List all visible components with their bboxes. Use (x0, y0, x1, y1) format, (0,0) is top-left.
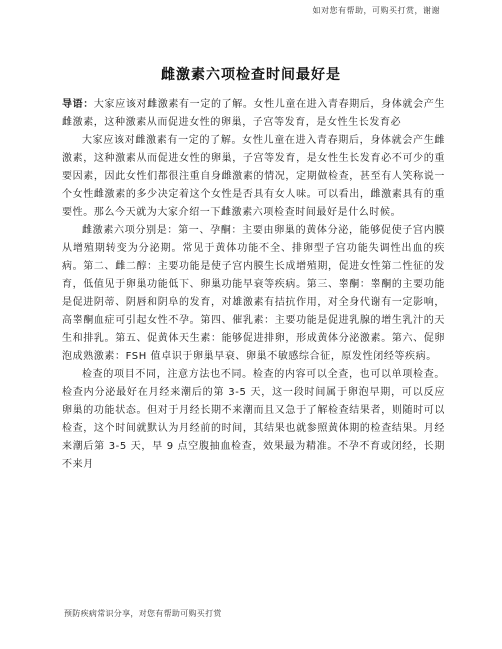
body-paragraph: 雌激素六项分别是：第一、孕酮：主要由卵巢的黄体分泌，能够促使子宫内膜从增殖期转变为分泌期。常见于黄体功能不全、排卵型子宫功能失调性出血的疾病。第二、雌二醇：主要功能是使子宫内膜生长成增殖期，促进女性第二性征的发育，低值见于卵巢功能低下、卵巢功能早衰等疾病。第三、睾酮：睾酮的主要功能是促进阴蒂、阴唇和阴阜的发育，对雄激素有拮抗作用，对全身代谢有一定影响，高睾酮血症可引起女性不孕。第四、催乳素：主要功能是促进乳腺的增生乳汁的天生和排乳。第五、促黄体天生素：能够促进排卵，形成黄体分泌激素。第六、促卵泡成熟激素：FSH 值卓识于卵巢早衰、卵巢不敏感综合征，原发性闭经等疾病。 (62, 225, 445, 362)
footer-note: 预防疾病常识分享，对您有帮助可购买打赏 (64, 609, 222, 618)
body-paragraph: 检查的项目不同，注意方法也不同。检查的内容可以全查，也可以单项检查。检查内分泌最好在月经来潮后的第 3-5 天，这一段时间属于卵泡早期，可以反应卵巢的功能状态。但对于月经长期不来潮而且又急于了解检查结果者，则随时可以检查，这个时间就默认为月经前的时间，其结果也就参照黄体期的检查结果。月经来潮后第 3-5 天，早 9 点空腹抽血检查，效果最为精准。不孕不育或闭经，长期不来月 (62, 369, 445, 470)
intro-text: 大家应该对雌激素有一定的了解。女性儿童在进入青春期后，身体就会产生雌激素，这种激素从而促进女性的卵巢，子宫等发育，是女性生长发育必 (62, 99, 445, 128)
intro-label: 导语： (62, 99, 94, 110)
body-paragraph: 大家应该对雌激素有一定的了解。女性儿童在进入青春期后，身体就会产生雌激素，这种激素从而促进女性的卵巢，子宫等发育，是女性生长发育必不可少的重要因素，因此女性们都很注重自身雌激素的情况，定期做检查，甚至有人笑称说一个女性雌激素的多少决定着这个女性是否具有女人味。可以看出，雌激素具有的重要性。那么今天就为大家介绍一下雌激素六项检查时间最好是什么时候。 (62, 135, 445, 218)
document-body (62, 96, 445, 474)
intro-paragraph (62, 96, 445, 132)
header-note: 如对您有帮助，可购买打赏，谢谢 (312, 6, 440, 15)
page-title: 雌激素六项检查时间最好是 (161, 67, 341, 83)
